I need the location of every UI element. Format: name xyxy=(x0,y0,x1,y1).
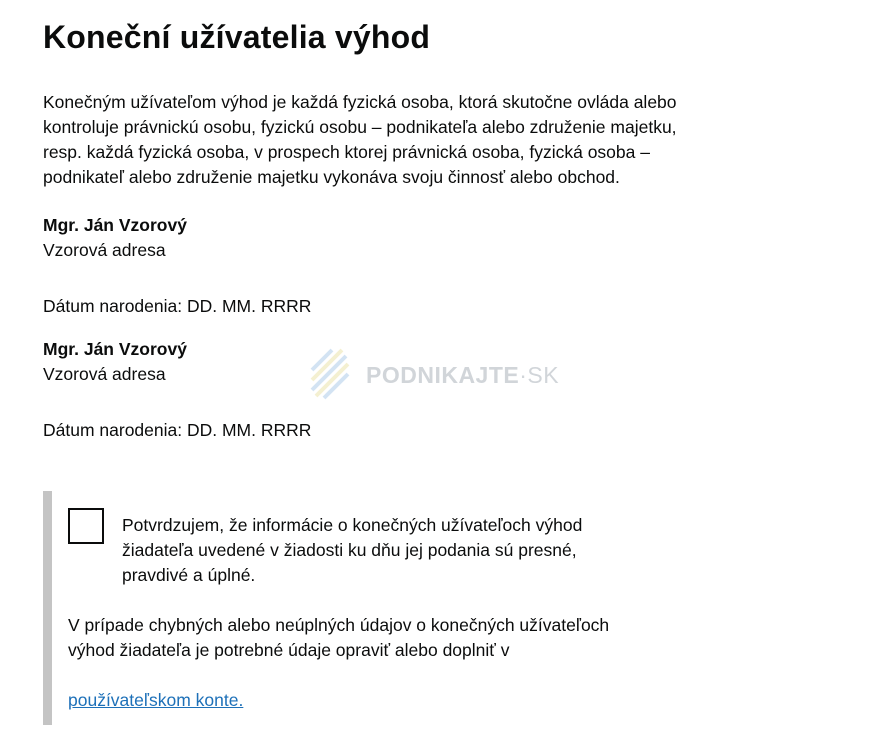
watermark-suffix: ·SK xyxy=(519,362,560,388)
beneficiary-address: Vzorová adresa xyxy=(43,364,166,384)
beneficiary-dob: Dátum narodenia: DD. MM. RRRR xyxy=(43,296,312,316)
beneficiary-name: Mgr. Ján Vzorový xyxy=(43,215,187,235)
confirmation-row xyxy=(68,508,653,588)
page-content xyxy=(43,16,683,443)
confirmation-inset xyxy=(43,491,653,725)
page-title: Koneční užívatelia výhod xyxy=(43,19,431,55)
confirmation-label: Potvrdzujem, že informácie o konečných užívateľoch výhod žiadateľa uvedené v žiadosti ku dňu jej podania sú presné, pravdivé a úplné. xyxy=(122,515,583,585)
confirmation-note: V prípade chybných alebo neúplných údajov o konečných užívateľoch výhod žiadateľa je potrebné údaje opraviť alebo doplniť v xyxy=(68,615,610,660)
beneficiary-dob: Dátum narodenia: DD. MM. RRRR xyxy=(43,420,312,440)
beneficiary-item xyxy=(43,337,683,443)
user-account-link[interactable]: používateľskom konte. xyxy=(68,690,244,710)
beneficiary-name: Mgr. Ján Vzorový xyxy=(43,339,187,359)
beneficiary-address: Vzorová adresa xyxy=(43,240,166,260)
confirmation-checkbox[interactable] xyxy=(68,508,104,544)
watermark-brand: PODNIKAJTE xyxy=(366,362,520,388)
beneficiary-item xyxy=(43,213,683,319)
intro-text: Konečným užívateľom výhod je každá fyzická osoba, ktorá skutočne ovláda alebo kontroluje právnickú osobu, fyzickú osobu – podnikateľa alebo združenie majetku, resp. každá fyzická osoba, v prospech ktorej právnická osoba, fyzická osoba – podnikateľ alebo združenie majetku vykonáva svoju činnosť alebo obchod. xyxy=(43,92,677,187)
